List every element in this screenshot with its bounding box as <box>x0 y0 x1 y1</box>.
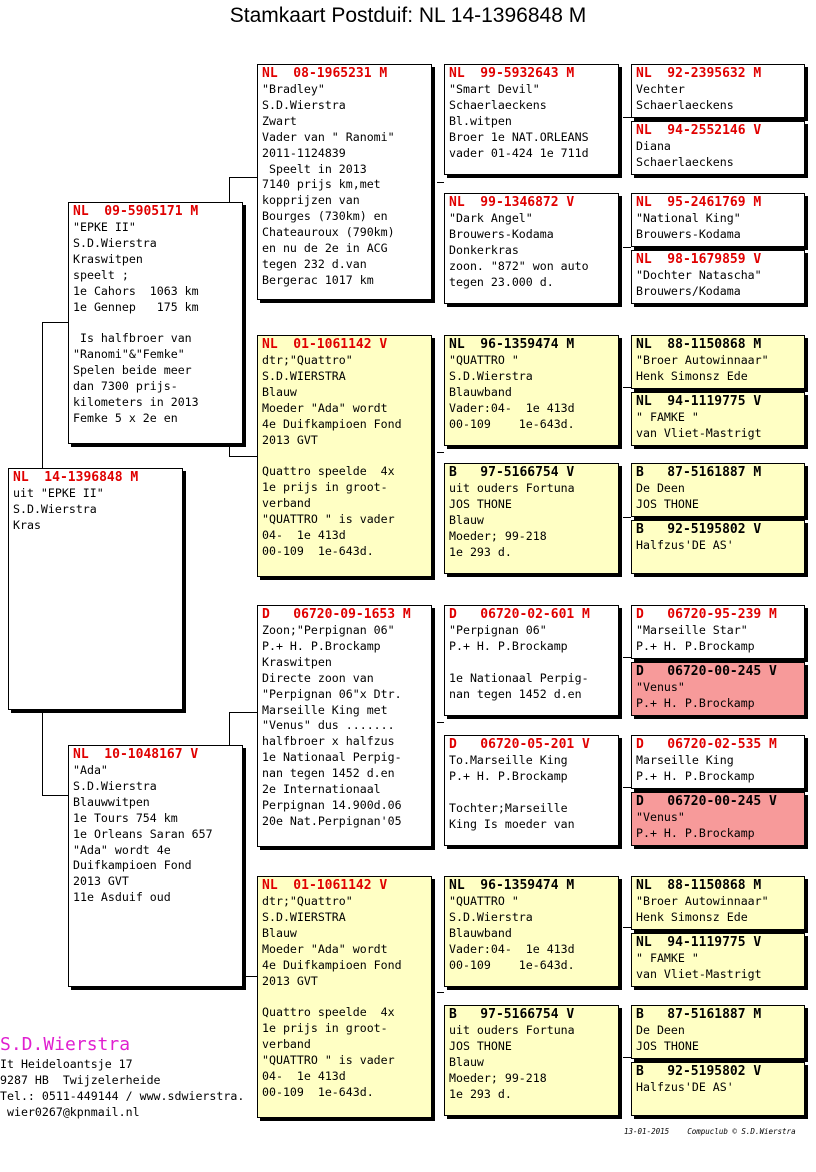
text-line: Bourges (730km) en <box>262 209 388 224</box>
text-line: JOS THONE <box>636 496 699 511</box>
text-line: verband <box>262 496 311 511</box>
ancestor-card <box>631 933 805 987</box>
connector-line <box>437 992 444 993</box>
text-line: Henk Simonsz Ede <box>636 368 748 383</box>
text-line: dan 7300 prijs- <box>73 379 178 394</box>
text-line: "QUATTRO " is vader <box>262 512 395 527</box>
ancestor-card <box>444 605 619 716</box>
ring-number: B 87-5161887 M <box>636 1007 762 1022</box>
text-line: zoon. "872" won auto <box>449 258 589 273</box>
text-line: Schaerlaeckens <box>636 154 734 169</box>
text-line: Brouwers-Kodama <box>449 226 554 241</box>
text-line: Femke 5 x 2e en <box>73 410 178 425</box>
pedigree-text <box>449 753 618 833</box>
ring-number: D 06720-95-239 M <box>636 607 777 622</box>
ancestor-card <box>631 193 805 247</box>
text-line: kopprijzen van <box>262 193 360 208</box>
pedigree-text <box>449 894 618 974</box>
text-line: Duifkampioen Fond <box>73 858 192 873</box>
text-line: "Venus" <box>636 680 685 694</box>
text-line: Marseille King met <box>262 702 388 717</box>
text-line: "Ada" wordt 4e <box>73 842 171 857</box>
text-line: Tel.: 0511-449144 / www.sdwierstra. <box>0 1089 245 1103</box>
pedigree-text <box>636 211 804 243</box>
dam-sire-card <box>257 605 432 847</box>
pedigree-text <box>636 894 804 926</box>
pedigree-text <box>636 353 804 385</box>
pedigree-text <box>73 220 242 427</box>
ring-number: NL 09-5905171 M <box>73 204 199 219</box>
text-line: 2e Internationaal <box>262 782 381 797</box>
ring-number: B 87-5161887 M <box>636 465 762 480</box>
text-line: De Deen <box>636 1023 685 1037</box>
sire-card <box>68 202 243 444</box>
ancestor-card <box>631 463 805 517</box>
text-line <box>449 655 618 671</box>
ring-number: B 97-5166754 V <box>449 465 575 480</box>
pedigree-text <box>262 623 431 830</box>
text-line: King Is moeder van <box>449 816 575 831</box>
text-line: S.D.Wierstra <box>73 235 157 250</box>
ring-number: NL 88-1150868 M <box>636 337 762 352</box>
ring-number: B 97-5166754 V <box>449 1007 575 1022</box>
text-line: "QUATTRO " <box>449 894 519 908</box>
ring-number: NL 94-1119775 V <box>636 394 762 409</box>
text-line: 2013 GVT <box>73 874 129 889</box>
text-line: "Perpignan 06" <box>449 623 547 637</box>
pedigree-text <box>262 82 431 289</box>
footer-credit: 13-01-2015 Compuclub © S.D.Wierstra <box>624 1127 796 1136</box>
text-line: tegen 232 d.van <box>262 256 367 271</box>
text-line: Kras <box>13 517 41 532</box>
ring-number: NL 10-1048167 V <box>73 747 199 762</box>
text-line <box>262 448 431 464</box>
connector-line <box>623 787 631 788</box>
text-line: 1e Orleans Saran 657 <box>73 826 213 841</box>
text-line: P.+ H. P.Brockamp <box>262 638 381 653</box>
text-line: 00-109 1e-643d. <box>262 543 374 558</box>
ring-number: NL 96-1359474 M <box>449 337 575 352</box>
ancestor-card <box>444 1005 619 1116</box>
text-line: Schaerlaeckens <box>636 97 734 112</box>
text-line: Moeder; 99-218 <box>449 1070 547 1085</box>
text-line: van Vliet-Mastrigt <box>636 966 762 981</box>
text-line: Diana <box>636 139 671 153</box>
text-line: Halfzus'DE AS' <box>636 1080 734 1094</box>
ring-number: NL 99-1346872 V <box>449 195 575 210</box>
text-line: P.+ H. P.Brockamp <box>636 768 755 783</box>
text-line: Spelen beide meer <box>73 363 192 378</box>
text-line: Moeder; 99-218 <box>449 528 547 543</box>
ring-number: NL 92-2395632 M <box>636 66 762 81</box>
text-line: "Broer Autowinnaar" <box>636 894 769 908</box>
text-line: 11e Asduif oud <box>73 890 171 905</box>
text-line: Blauw <box>449 512 484 527</box>
ancestor-card <box>631 735 805 789</box>
text-line: JOS THONE <box>449 496 512 511</box>
text-line: 1e prijs in groot- <box>262 480 388 495</box>
text-line: 1e prijs in groot- <box>262 1021 388 1036</box>
connector-line <box>437 452 444 453</box>
text-line: JOS THONE <box>449 1038 512 1053</box>
pedigree-text <box>13 486 182 534</box>
pedigree-text <box>449 353 618 433</box>
ring-number: D 06720-02-535 M <box>636 737 777 752</box>
text-line: 7140 prijs km,met <box>262 177 381 192</box>
owner-name: S.D.Wierstra <box>0 1034 131 1055</box>
connector-line <box>229 712 230 748</box>
ring-number: B 92-5195802 V <box>636 522 762 537</box>
text-line: Moeder "Ada" wordt <box>262 400 388 415</box>
ancestor-card <box>631 64 805 118</box>
ancestor-card <box>631 1005 805 1059</box>
text-line: S.D.WIERSTRA <box>262 909 346 924</box>
text-line: uit ouders Fortuna <box>449 1023 575 1037</box>
text-line: Bergerac 1017 km <box>262 272 374 287</box>
text-line: 04- 1e 413d <box>262 527 346 542</box>
ring-number: D 06720-00-245 V <box>636 664 777 679</box>
ring-number: NL 94-1119775 V <box>636 935 762 950</box>
text-line: 2011-1124839 <box>262 145 346 160</box>
text-line: 00-109 1e-643d. <box>262 1084 374 1099</box>
connector-line <box>42 795 68 796</box>
pedigree-text <box>636 1023 804 1055</box>
text-line: "Venus" dus ....... <box>262 718 395 733</box>
connector-line <box>623 927 631 928</box>
subject-pigeon-card <box>8 468 183 710</box>
text-line: "Bradley" <box>262 82 325 96</box>
text-line: kilometers in 2013 <box>73 394 199 409</box>
page-title: Stamkaart Postduif: NL 14-1396848 M <box>229 4 587 27</box>
text-line: De Deen <box>636 481 685 495</box>
text-line: uit ouders Fortuna <box>449 481 575 495</box>
text-line: 04- 1e 413d <box>262 1068 346 1083</box>
text-line: Zoon;"Perpignan 06" <box>262 623 395 637</box>
pedigree-text <box>636 680 804 712</box>
text-line: Blauw <box>262 925 297 940</box>
text-line: Bl.witpen <box>449 113 512 128</box>
pedigree-text <box>636 753 804 785</box>
text-line: Henk Simonsz Ede <box>636 909 748 924</box>
ancestor-card <box>631 662 805 716</box>
connector-line <box>623 657 631 658</box>
text-line: 1e 293 d. <box>449 1086 512 1101</box>
connector-line <box>42 322 68 323</box>
pedigree-text <box>636 810 804 842</box>
ring-number: NL 14-1396848 M <box>13 470 139 485</box>
text-line: Halfzus'DE AS' <box>636 538 734 552</box>
pedigree-text <box>636 1080 804 1096</box>
text-line: S.D.Wierstra <box>262 97 346 112</box>
text-line: "EPKE II" <box>73 220 136 234</box>
text-line: Blauw <box>262 384 297 399</box>
text-line: P.+ H. P.Brockamp <box>636 825 755 840</box>
text-line: P.+ H. P.Brockamp <box>636 695 755 710</box>
text-line: S.D.WIERSTRA <box>262 368 346 383</box>
text-line: 2013 GVT <box>262 432 318 447</box>
text-line: 20e Nat.Perpignan'05 <box>262 813 402 828</box>
text-line: en nu de 2e in ACG <box>262 241 388 256</box>
ring-number: NL 01-1061142 V <box>262 878 388 893</box>
pedigree-text <box>636 82 804 114</box>
text-line: Moeder "Ada" wordt <box>262 941 388 956</box>
text-line: "Smart Devil" <box>449 82 540 96</box>
connector-line <box>42 709 43 795</box>
text-line: Blauwband <box>449 925 512 940</box>
ring-number: B 92-5195802 V <box>636 1064 762 1079</box>
text-line: Chateauroux (790km) <box>262 225 395 240</box>
connector-line <box>229 177 257 178</box>
text-line: halfbroer x halfzus <box>262 734 395 749</box>
text-line: S.D.Wierstra <box>73 778 157 793</box>
text-line: 00-109 1e-643d. <box>449 416 575 431</box>
dam-dam-card <box>257 876 432 1118</box>
text-line: "QUATTRO " <box>449 353 519 367</box>
owner-address <box>0 1056 244 1120</box>
text-line: Directe zoon van <box>262 670 374 685</box>
text-line: "Marseille Star" <box>636 623 748 637</box>
text-line: JOS THONE <box>636 1038 699 1053</box>
text-line: "Perpignan 06"x Dtr. <box>262 686 402 701</box>
text-line: S.D.Wierstra <box>13 501 97 516</box>
connector-line <box>229 456 257 457</box>
ancestor-card <box>444 64 619 175</box>
text-line: Marseille King <box>636 753 734 767</box>
pedigree-text <box>636 623 804 655</box>
ring-number: NL 96-1359474 M <box>449 878 575 893</box>
text-line: wier0267@kpnmail.nl <box>0 1105 140 1119</box>
text-line: 1e Cahors 1063 km <box>73 283 199 298</box>
text-line: Schaerlaeckens <box>449 97 547 112</box>
text-line: " FAMKE " <box>636 951 699 965</box>
text-line: 1e Nationaal Perpig- <box>449 670 589 685</box>
text-line <box>449 785 618 801</box>
text-line: To.Marseille King <box>449 753 568 767</box>
text-line: P.+ H. P.Brockamp <box>449 768 568 783</box>
ancestor-card <box>631 792 805 846</box>
text-line: Quattro speelde 4x <box>262 1005 395 1020</box>
connector-line <box>42 322 43 470</box>
text-line: "QUATTRO " is vader <box>262 1053 395 1068</box>
text-line: Donkerkras <box>449 242 519 257</box>
text-line: Kraswitpen <box>262 654 332 669</box>
ancestor-card <box>631 335 805 389</box>
text-line: Brouwers-Kodama <box>636 226 741 241</box>
connector-line <box>623 117 631 118</box>
text-line: "National King" <box>636 211 741 225</box>
text-line: speelt ; <box>73 267 129 282</box>
ancestor-card <box>444 335 619 446</box>
connector-line <box>623 517 631 518</box>
dam-card <box>68 745 243 987</box>
text-line: P.+ H. P.Brockamp <box>636 638 755 653</box>
text-line: Quattro speelde 4x <box>262 464 395 479</box>
text-line: Is halfbroer van <box>73 331 192 346</box>
pedigree-text <box>262 894 431 1101</box>
text-line: nan tegen 1452 d.en <box>262 766 395 781</box>
text-line: nan tegen 1452 d.en <box>449 686 582 701</box>
pedigree-text <box>636 951 804 983</box>
text-line: Broer 1e NAT.ORLEANS <box>449 129 589 144</box>
ring-number: D 06720-02-601 M <box>449 607 590 622</box>
pedigree-text <box>73 763 242 906</box>
pedigree-text <box>449 211 618 291</box>
text-line: "Ada" <box>73 763 108 777</box>
ring-number: D 06720-09-1653 M <box>262 607 411 622</box>
text-line: Blauw <box>449 1054 484 1069</box>
text-line: 1e Tours 754 km <box>73 810 178 825</box>
text-line: "Dochter Natascha" <box>636 268 762 282</box>
pedigree-text <box>449 481 618 561</box>
text-line: dtr;"Quattro" <box>262 353 353 367</box>
text-line: Speelt in 2013 <box>262 161 367 176</box>
text-line <box>73 315 242 331</box>
connector-line <box>229 712 257 713</box>
pedigree-text <box>449 623 618 703</box>
ring-number: NL 88-1150868 M <box>636 878 762 893</box>
text-line: 00-109 1e-643d. <box>449 957 575 972</box>
ring-number: NL 94-2552146 V <box>636 123 762 138</box>
connector-line <box>437 182 444 183</box>
text-line: S.D.Wierstra <box>449 368 533 383</box>
sire-dam-card <box>257 335 432 577</box>
text-line: " FAMKE " <box>636 410 699 424</box>
connector-line <box>623 1057 631 1058</box>
text-line: Blauwband <box>449 384 512 399</box>
text-line: Kraswitpen <box>73 251 143 266</box>
text-line: dtr;"Quattro" <box>262 894 353 908</box>
sire-sire-card <box>257 64 432 300</box>
pedigree-text <box>636 481 804 513</box>
text-line: Vader:04- 1e 413d <box>449 941 575 956</box>
pedigree-text <box>636 268 804 300</box>
text-line: 4e Duifkampioen Fond <box>262 957 402 972</box>
text-line: 1e Gennep 175 km <box>73 299 199 314</box>
text-line: Vechter <box>636 82 685 96</box>
text-line: 1e Nationaal Perpig- <box>262 750 402 765</box>
ring-number: NL 98-1679859 V <box>636 252 762 267</box>
text-line: Vader van " Ranomi" <box>262 129 395 144</box>
connector-line <box>437 722 444 723</box>
ancestor-card <box>444 735 619 846</box>
owner-info <box>0 1034 244 1120</box>
ring-number: NL 95-2461769 M <box>636 195 762 210</box>
ancestor-card <box>444 193 619 304</box>
text-line: uit "EPKE II" <box>13 486 104 500</box>
text-line: vader 01-424 1e 711d <box>449 145 589 160</box>
pedigree-text <box>262 353 431 560</box>
text-line: 4e Duifkampioen Fond <box>262 416 402 431</box>
text-line: "Ranomi"&"Femke" <box>73 347 185 362</box>
pedigree-text <box>449 1023 618 1103</box>
ancestor-card <box>444 463 619 574</box>
text-line: Tochter;Marseille <box>449 800 568 815</box>
text-line: "Dark Angel" <box>449 211 533 225</box>
ancestor-card <box>631 605 805 659</box>
ancestor-card <box>631 250 805 304</box>
text-line: P.+ H. P.Brockamp <box>449 638 568 653</box>
text-line: van Vliet-Mastrigt <box>636 425 762 440</box>
text-line: Blauwwitpen <box>73 794 150 809</box>
ring-number: D 06720-05-201 V <box>449 737 590 752</box>
ring-number: NL 99-5932643 M <box>449 66 575 81</box>
text-line: S.D.Wierstra <box>449 909 533 924</box>
ancestor-card <box>631 1062 805 1116</box>
ring-number: NL 01-1061142 V <box>262 337 388 352</box>
text-line: Brouwers/Kodama <box>636 283 741 298</box>
ancestor-card <box>631 520 805 574</box>
text-line: Perpignan 14.900d.06 <box>262 797 402 812</box>
text-line: Zwart <box>262 113 297 128</box>
pedigree-text <box>636 139 804 171</box>
text-line: 2013 GVT <box>262 973 318 988</box>
ancestor-card <box>631 121 805 175</box>
text-line <box>262 989 431 1005</box>
ancestor-card <box>631 392 805 446</box>
connector-line <box>623 387 631 388</box>
ancestor-card <box>631 876 805 930</box>
ancestor-card <box>444 876 619 987</box>
ring-number: D 06720-00-245 V <box>636 794 777 809</box>
ring-number: NL 08-1965231 M <box>262 66 388 81</box>
pedigree-text <box>449 82 618 162</box>
text-line: 1e 293 d. <box>449 544 512 559</box>
connector-line <box>623 247 631 248</box>
text-line: verband <box>262 1037 311 1052</box>
text-line: "Venus" <box>636 810 685 824</box>
text-line: tegen 23.000 d. <box>449 274 554 289</box>
text-line: Vader:04- 1e 413d <box>449 400 575 415</box>
pedigree-text <box>636 538 804 554</box>
text-line: It Heideloantsje 17 <box>0 1057 133 1071</box>
pedigree-text <box>636 410 804 442</box>
text-line: 9287 HB Twijzelerheide <box>0 1073 161 1087</box>
text-line: "Broer Autowinnaar" <box>636 353 769 367</box>
